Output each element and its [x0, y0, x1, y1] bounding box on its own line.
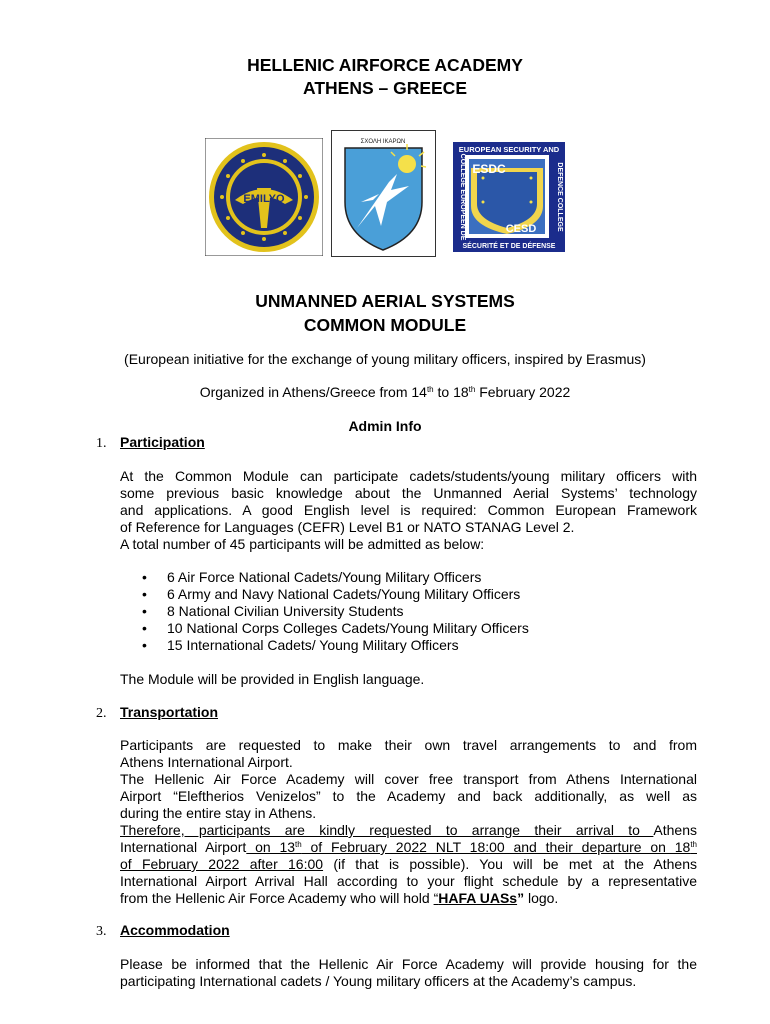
language-note: The Module will be provided in English language. [120, 671, 425, 687]
section-transportation-heading: 2. Transportation [96, 704, 219, 721]
institution-title: HELLENIC AIRFORCE ACADEMY [247, 55, 523, 75]
arrival-departure-dates: on 13th of February 2022 NLT 18:00 and their departure on 18th [246, 839, 697, 855]
organized-line: Organized in Athens/Greece from 14th to 18th February 2022 [199, 384, 571, 400]
admin-info-heading: Admin Info [348, 418, 422, 434]
emilyo-logo-text: EMILYO [243, 193, 285, 205]
transportation-paragraph: Participants are requested to make their own travel arrangements to and from Athens International Airport. The Hellenic Air Force Academy will cover free transport from Athens International Airport “Eleftherios Venizelos” to the Academy and back additionally, as well as during the entire stay in Athens. Therefore, participants are kindly requested to arrange their arrival to Athens International Airport on 13th of February 2022 NLT 18:00 and their departure on 18th of February 2022 after 16:00 (if that is possible). You will be met at the Athens International Airport Arrival Hall according to your flight schedule by a representative from the Hellenic Air Force Academy who will hold “HAFA UASs” logo. [120, 737, 697, 906]
participation-paragraph: At the Common Module can participate cadets/students/young military officers with some previous basic knowledge about the Unmanned Aerial Systems’ technology and applications. A good English level is required: Common European Framework of Reference for Languages (CEFR) Level B1 or NATO STANAG Level 2. A total number of 45 participants will be admitted as below: [120, 468, 697, 552]
list-item: • 10 National Corps Colleges Cadets/Young Military Officers [142, 620, 529, 637]
module-title-line1: UNMANNED AERIAL SYSTEMS [255, 291, 515, 311]
hafa-logo [331, 130, 436, 257]
accommodation-paragraph: Please be informed that the Hellenic Air Force Academy will provide housing for the participating International cadets / Young military officers at the Academy’s campus. [120, 956, 697, 989]
section-accommodation-heading: 3. Accommodation [96, 922, 230, 939]
list-item: • 15 International Cadets/ Young Military Officers [142, 637, 529, 654]
logo-row [0, 130, 770, 255]
subtitle: (European initiative for the exchange of young military officers, inspired by Erasmus) [124, 351, 646, 367]
module-title-line2: COMMON MODULE [303, 315, 467, 335]
esdc-left-text: COLLÈGE EUROPÉEN DE [459, 153, 466, 241]
hafa-logo-text: ΣΧΟΛΗ ΙΚΑΡΩΝ [360, 139, 406, 145]
list-item: • 6 Air Force National Cadets/Young Military Officers [142, 569, 529, 586]
cesd-abbr: CESD [505, 223, 537, 235]
list-item: • 6 Army and Navy National Cadets/Young Military Officers [142, 586, 529, 603]
esdc-abbr: ESDC [472, 162, 506, 176]
participant-list [142, 569, 529, 654]
location-title: ATHENS – GREECE [302, 78, 467, 98]
hafa-uass-label: HAFA UASs [438, 890, 518, 906]
emilyo-logo [205, 138, 323, 256]
section-participation-heading: 1. Participation [96, 434, 205, 451]
esdc-bottom-text: SÉCURITÉ ET DE DÉFENSE [462, 243, 556, 250]
esdc-top-text: EUROPEAN SECURITY AND [458, 145, 560, 154]
esdc-logo [453, 142, 565, 252]
list-item: • 8 National Civilian University Students [142, 603, 529, 620]
esdc-right-text: DEFENCE COLLEGE [556, 162, 563, 232]
